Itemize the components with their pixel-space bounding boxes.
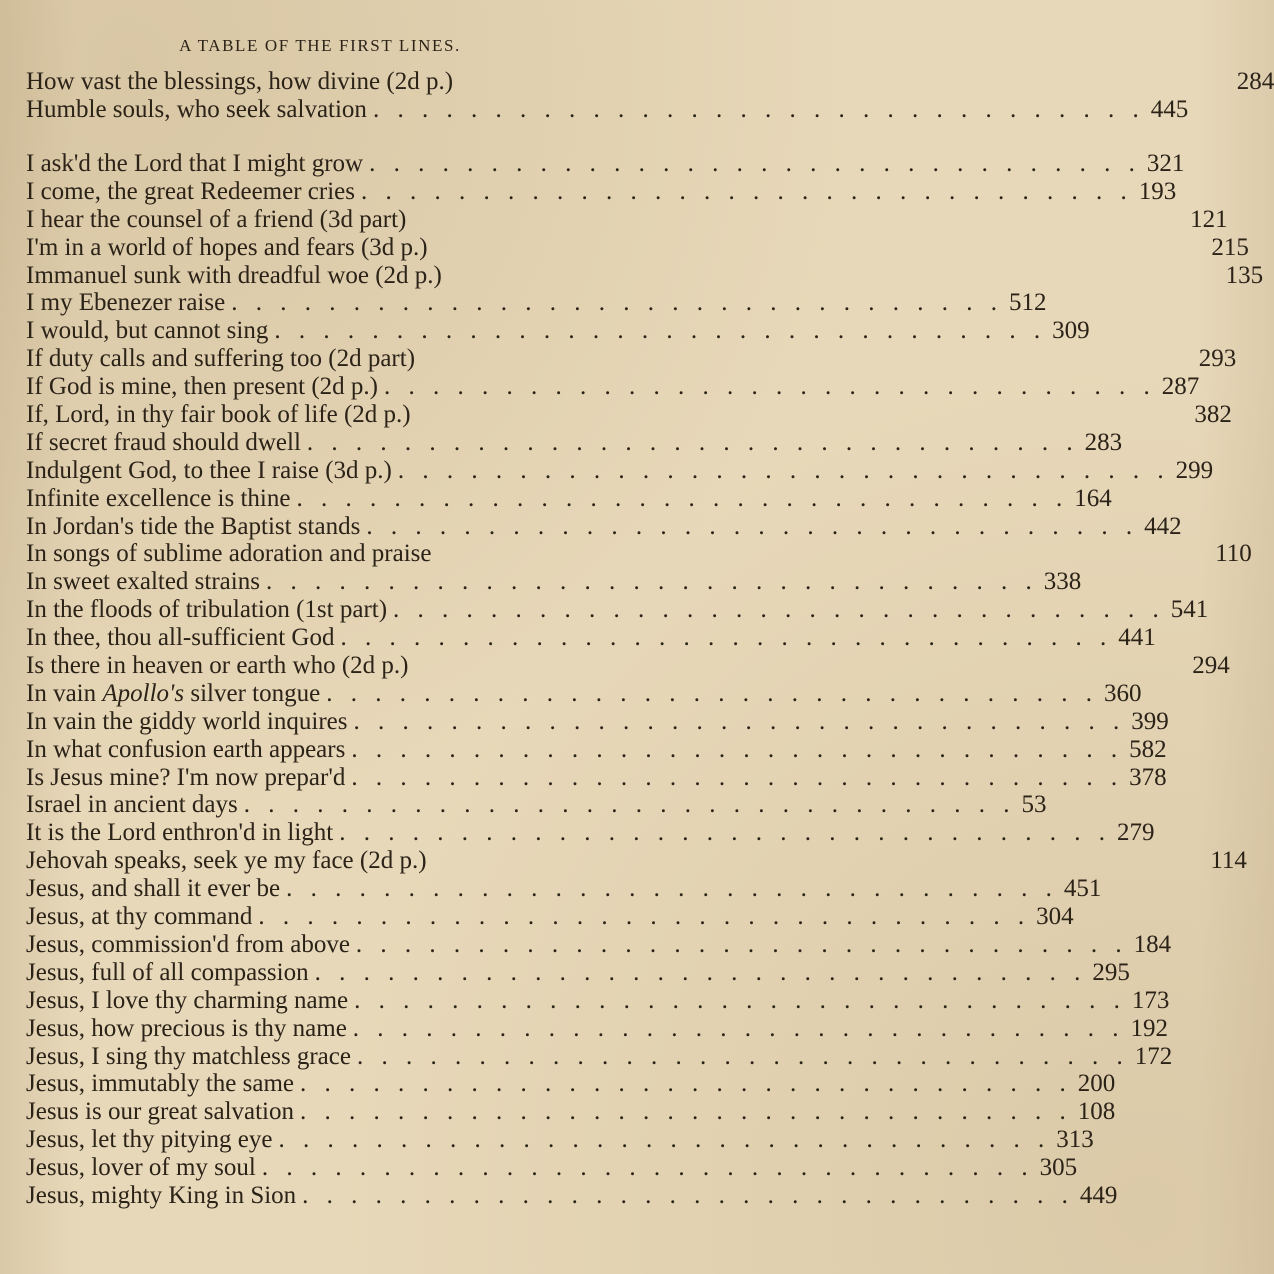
first-line-text: I would, but cannot sing: [26, 317, 269, 345]
running-head: A TABLE OF THE FIRST LINES.: [179, 36, 461, 55]
table-row: [26, 1154, 1078, 1182]
dot-leader: [225, 289, 1003, 317]
dot-leader: [378, 373, 1156, 401]
dot-leader: [294, 1070, 1072, 1098]
hymn-number: 110: [1215, 540, 1252, 568]
table-row: [26, 150, 1185, 178]
hymn-number: 184: [1133, 930, 1172, 958]
hymn-number: 283: [1084, 428, 1123, 456]
first-line-text: It is the Lord enthron'd in light: [26, 819, 334, 847]
table-row: [26, 652, 1230, 680]
hymn-number: 172: [1134, 1042, 1173, 1070]
table-row: [26, 177, 1177, 206]
first-line-text: In songs of sublime adoration and praise: [26, 540, 432, 568]
dot-leader: [360, 513, 1138, 541]
dot-leader: [256, 1154, 1034, 1182]
table-row: [26, 986, 1170, 1015]
table-row: [26, 624, 1156, 652]
table-row: [26, 1042, 1173, 1071]
hymn-number: 442: [1144, 512, 1182, 540]
first-line-text: If duty calls and suffering too (2d part): [26, 345, 416, 373]
hymn-number: 445: [1150, 95, 1189, 123]
hymn-number: 135: [1225, 261, 1264, 289]
first-line-text: In the floods of tribulation (1st part): [26, 596, 388, 624]
hymn-number: 299: [1175, 456, 1214, 484]
table-row: [26, 95, 1189, 124]
dot-leader: [350, 931, 1128, 959]
table-row: [26, 568, 1082, 596]
hymn-number: 53: [1021, 791, 1047, 819]
table-row: [26, 930, 1172, 959]
hymn-number: 378: [1129, 763, 1167, 791]
table-row: [26, 1098, 1116, 1126]
first-line-text: If God is mine, then present (2d p.): [26, 373, 379, 401]
dot-leader: [387, 596, 1165, 624]
hymn-number: 108: [1077, 1098, 1116, 1126]
hymn-number: 173: [1131, 986, 1170, 1014]
hymn-number: 294: [1192, 652, 1230, 680]
hymn-number: 287: [1161, 373, 1200, 401]
table-row: [26, 679, 1142, 708]
first-line-text: Jehovah speaks, seek ye my face (2d p.): [26, 847, 427, 875]
table-row: [26, 596, 1209, 624]
first-line-text: Jesus, and shall it ever be: [26, 875, 281, 903]
first-line-text: Jesus, let thy pitying eye: [26, 1126, 273, 1154]
dot-leader: [309, 959, 1087, 987]
dot-leader: [363, 150, 1141, 178]
first-lines-list-top: [26, 68, 1274, 124]
table-row: [26, 261, 1264, 290]
hymn-number: 295: [1092, 958, 1130, 986]
hymn-number: 399: [1131, 707, 1169, 735]
first-line-text: I ask'd the Lord that I might grow: [26, 150, 364, 177]
table-row: [26, 317, 1090, 345]
first-line-text: In Jordan's tide the Baptist stands: [26, 512, 361, 540]
table-row: [26, 205, 1228, 234]
hymn-number: 541: [1170, 596, 1209, 624]
first-line-text: Jesus, full of all compassion: [26, 958, 309, 986]
table-row: [26, 233, 1249, 262]
hymn-number: 284: [1236, 68, 1274, 95]
hymn-number: 338: [1043, 568, 1082, 596]
hymn-number: 441: [1118, 624, 1156, 652]
dot-leader: [301, 429, 1079, 457]
table-row: [26, 428, 1123, 457]
dot-leader: [280, 875, 1058, 903]
italic-name: Apollo's: [102, 679, 185, 707]
hymn-number: 305: [1039, 1154, 1078, 1182]
first-line-text: Jesus, mighty King in Sion: [26, 1181, 297, 1209]
first-line-text: If secret fraud should dwell: [26, 428, 301, 456]
hymn-number: 293: [1198, 345, 1237, 373]
hymn-number: 192: [1130, 1014, 1169, 1042]
dot-leader: [345, 764, 1123, 792]
table-row: [26, 456, 1214, 485]
table-row: [26, 401, 1232, 429]
table-row: [26, 875, 1102, 903]
hymn-number: 304: [1036, 903, 1074, 931]
table-row: [26, 707, 1169, 736]
first-line-text: I my Ebenezer raise: [26, 289, 226, 317]
first-line-text: Immanuel sunk with dreadful woe (2d p.): [26, 261, 442, 289]
first-line-text: Jesus, at thy command: [26, 903, 253, 931]
first-line-text: Jesus, lover of my soul: [26, 1154, 256, 1182]
first-line-text: In vain the giddy world inquires: [26, 707, 348, 735]
first-line-text: In vain Apollo's silver tongue: [26, 679, 321, 707]
table-row: [26, 373, 1200, 401]
first-line-text: Jesus, I love thy charming name: [26, 986, 349, 1014]
hymn-number: 279: [1117, 819, 1155, 847]
hymn-number: 193: [1138, 177, 1177, 205]
dot-leader: [238, 791, 1016, 819]
table-row: [26, 512, 1182, 541]
first-line-text: In thee, thou all-sufficient God: [26, 624, 335, 652]
table-row: [26, 1014, 1169, 1043]
dot-leader: [367, 96, 1145, 124]
first-line-text: Jesus is our great salvation: [26, 1098, 295, 1126]
hymn-number: 200: [1077, 1070, 1116, 1098]
first-line-text: If, Lord, in thy fair book of life (2d p.): [26, 401, 411, 429]
first-lines-list-main: [26, 150, 1264, 1210]
first-line-text: Jesus, commission'd from above: [26, 930, 350, 958]
dot-leader: [347, 708, 1125, 736]
dot-leader: [268, 317, 1046, 345]
first-line-text: Jesus, I sing thy matchless grace: [26, 1042, 351, 1070]
hymn-number: 114: [1210, 847, 1247, 875]
table-row: [26, 847, 1247, 875]
hymn-number: 512: [1008, 289, 1047, 317]
table-row: [26, 484, 1112, 513]
first-line-text: Infinite excellence is thine: [26, 484, 291, 512]
dot-leader: [355, 178, 1133, 206]
table-row: [26, 735, 1167, 764]
hymn-number: 215: [1211, 233, 1249, 261]
dot-leader: [347, 1015, 1125, 1043]
first-line-text: I come, the great Redeemer cries: [26, 177, 355, 205]
dot-leader: [273, 1126, 1051, 1154]
first-line-text: I hear the counsel of a friend (3d part): [26, 205, 407, 233]
dot-leader: [252, 903, 1030, 931]
first-line-text: In sweet exalted strains: [26, 568, 260, 596]
first-line-text: Israel in ancient days: [26, 791, 238, 819]
table-row: [26, 903, 1074, 931]
first-line-text: Indulgent God, to thee I raise (3d p.): [26, 456, 392, 484]
first-line-text: Humble souls, who seek salvation: [26, 95, 367, 123]
hymn-number: 313: [1056, 1126, 1094, 1154]
dot-leader: [334, 624, 1112, 652]
table-row: [26, 540, 1252, 568]
hymn-number: 582: [1129, 735, 1167, 763]
dot-leader: [392, 457, 1170, 485]
table-row: [26, 1126, 1094, 1154]
hymn-number: 321: [1146, 150, 1185, 177]
hymn-number: 449: [1079, 1181, 1118, 1209]
table-row: [26, 289, 1047, 317]
dot-leader: [351, 1043, 1129, 1071]
first-line-text: Jesus, immutably the same: [26, 1070, 295, 1098]
first-line-text: Jesus, how precious is thy name: [26, 1014, 347, 1042]
first-line-text: Is Jesus mine? I'm now prepar'd: [26, 763, 346, 791]
table-row: [26, 958, 1130, 987]
dot-leader: [345, 736, 1123, 764]
dot-leader: [296, 1182, 1074, 1210]
table-row: [26, 1181, 1118, 1210]
hymn-number: 164: [1074, 484, 1112, 512]
table-row: [26, 345, 1237, 373]
table-row: [26, 1070, 1116, 1098]
dot-leader: [333, 819, 1111, 847]
dot-leader: [294, 1098, 1072, 1126]
table-row: [26, 819, 1155, 847]
first-line-text: I'm in a world of hopes and fears (3d p.): [26, 233, 428, 261]
table-row: [26, 791, 1047, 819]
first-line-text: Is there in heaven or earth who (2d p.): [26, 652, 409, 680]
dot-leader: [260, 568, 1038, 596]
hymn-number: 360: [1103, 679, 1142, 707]
dot-leader: [348, 987, 1126, 1015]
hymn-number: 382: [1194, 401, 1232, 429]
dot-leader: [290, 485, 1068, 513]
dot-leader: [320, 680, 1098, 708]
hymn-number: 121: [1190, 205, 1228, 233]
first-line-text: In what confusion earth appears: [26, 735, 346, 763]
hymn-number: 309: [1052, 317, 1090, 345]
table-row: [26, 763, 1167, 792]
first-line-text: How vast the blessings, how divine (2d p.): [26, 68, 454, 95]
table-row: [26, 68, 1274, 96]
hymn-number: 451: [1063, 875, 1102, 903]
